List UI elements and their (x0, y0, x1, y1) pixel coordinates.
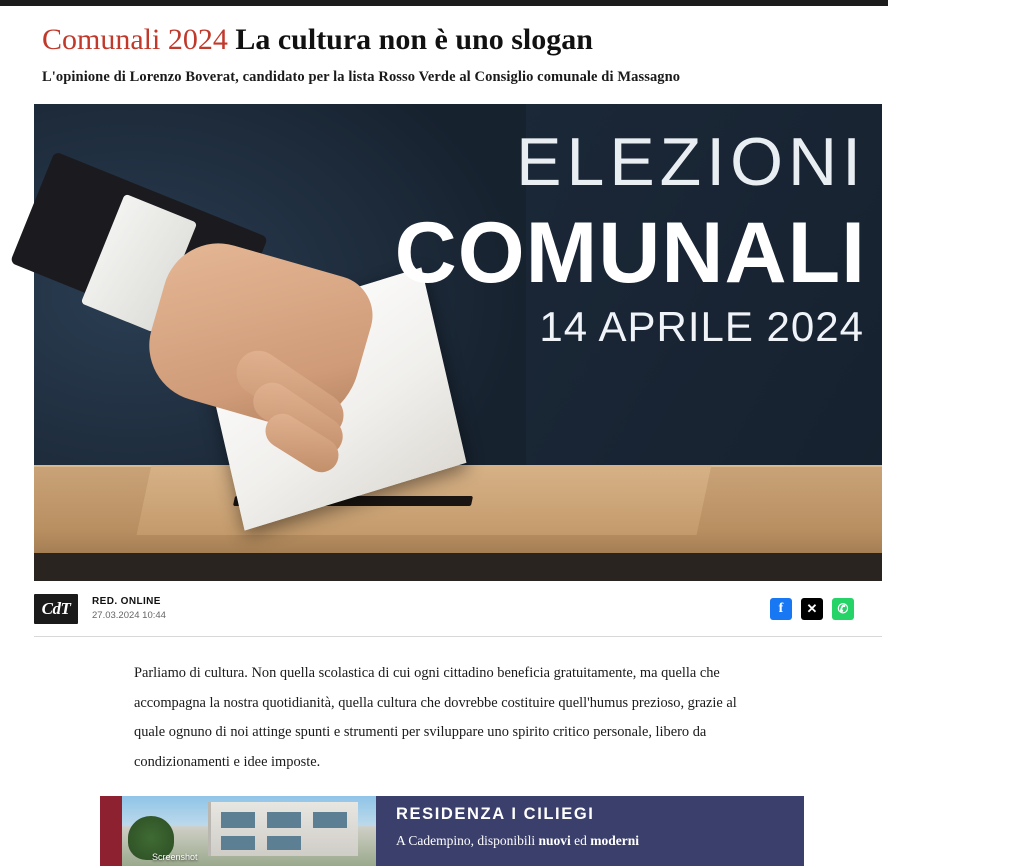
page-right-gutter (888, 0, 1024, 851)
promo-subtitle-bold2: moderni (590, 832, 640, 848)
promo-subtitle-lead: A Cadempino, disponibili (396, 832, 539, 848)
window-graphic (267, 812, 301, 828)
byline-bar (34, 581, 882, 637)
promo-banner[interactable] (100, 796, 804, 866)
hero-title-line3: 14 APRILE 2024 (539, 303, 864, 351)
promo-title: RESIDENZA I CILIEGI (396, 804, 595, 823)
byline-text (92, 596, 166, 621)
article-subheadline: L'opinione di Lorenzo Boverat, candidato per la lista Rosso Verde al Consiglio comunale di Massagno (42, 69, 681, 86)
page-title (0, 6, 888, 57)
byline-author: RED. ONLINE (92, 596, 161, 608)
article-paragraph: Parliamo di cultura. Non quella scolastica di cui ogni cittadino beneficia gratuitamente, ma quella che accompagna la nostra quotidianità, quella cultura che dovrebbe costituire quell'humus prezioso, grazie al quale ognuno di noi attinge spunti e strumenti per sviluppare uno spirito critico personale, libero da condizionamenti e idee imposte. (134, 665, 737, 770)
promo-accent-stripe (100, 796, 122, 866)
facebook-share-icon[interactable]: f (770, 598, 792, 620)
whatsapp-share-icon[interactable]: ✆ (832, 598, 854, 620)
headline-main: La cultura non è uno slogan (235, 23, 593, 56)
promo-image (122, 796, 376, 866)
promo-subtitle-bold1: nuovi (538, 832, 571, 848)
building-graphic (208, 802, 358, 856)
window-graphic (221, 812, 255, 828)
promo-image-caption: Screenshot (152, 851, 198, 862)
hero-image (34, 104, 882, 581)
floor-shadow (34, 553, 882, 581)
x-share-icon[interactable]: ✕ (801, 598, 823, 620)
window-graphic (267, 836, 301, 850)
headline-kicker[interactable]: Comunali 2024 (42, 23, 228, 56)
window-graphic (313, 812, 347, 828)
promo-text (376, 796, 804, 866)
byline-timestamp: 27.03.2024 10:44 (92, 610, 166, 622)
window-graphic (221, 836, 255, 850)
share-buttons (770, 598, 876, 620)
hero-title-line1: ELEZIONI (516, 124, 866, 201)
article-container (0, 6, 888, 862)
hero-title-line2: COMUNALI (394, 205, 866, 302)
promo-subtitle-mid: ed (570, 832, 591, 848)
cdt-logo[interactable]: CdT (34, 594, 78, 624)
promo-subtitle (396, 833, 790, 849)
